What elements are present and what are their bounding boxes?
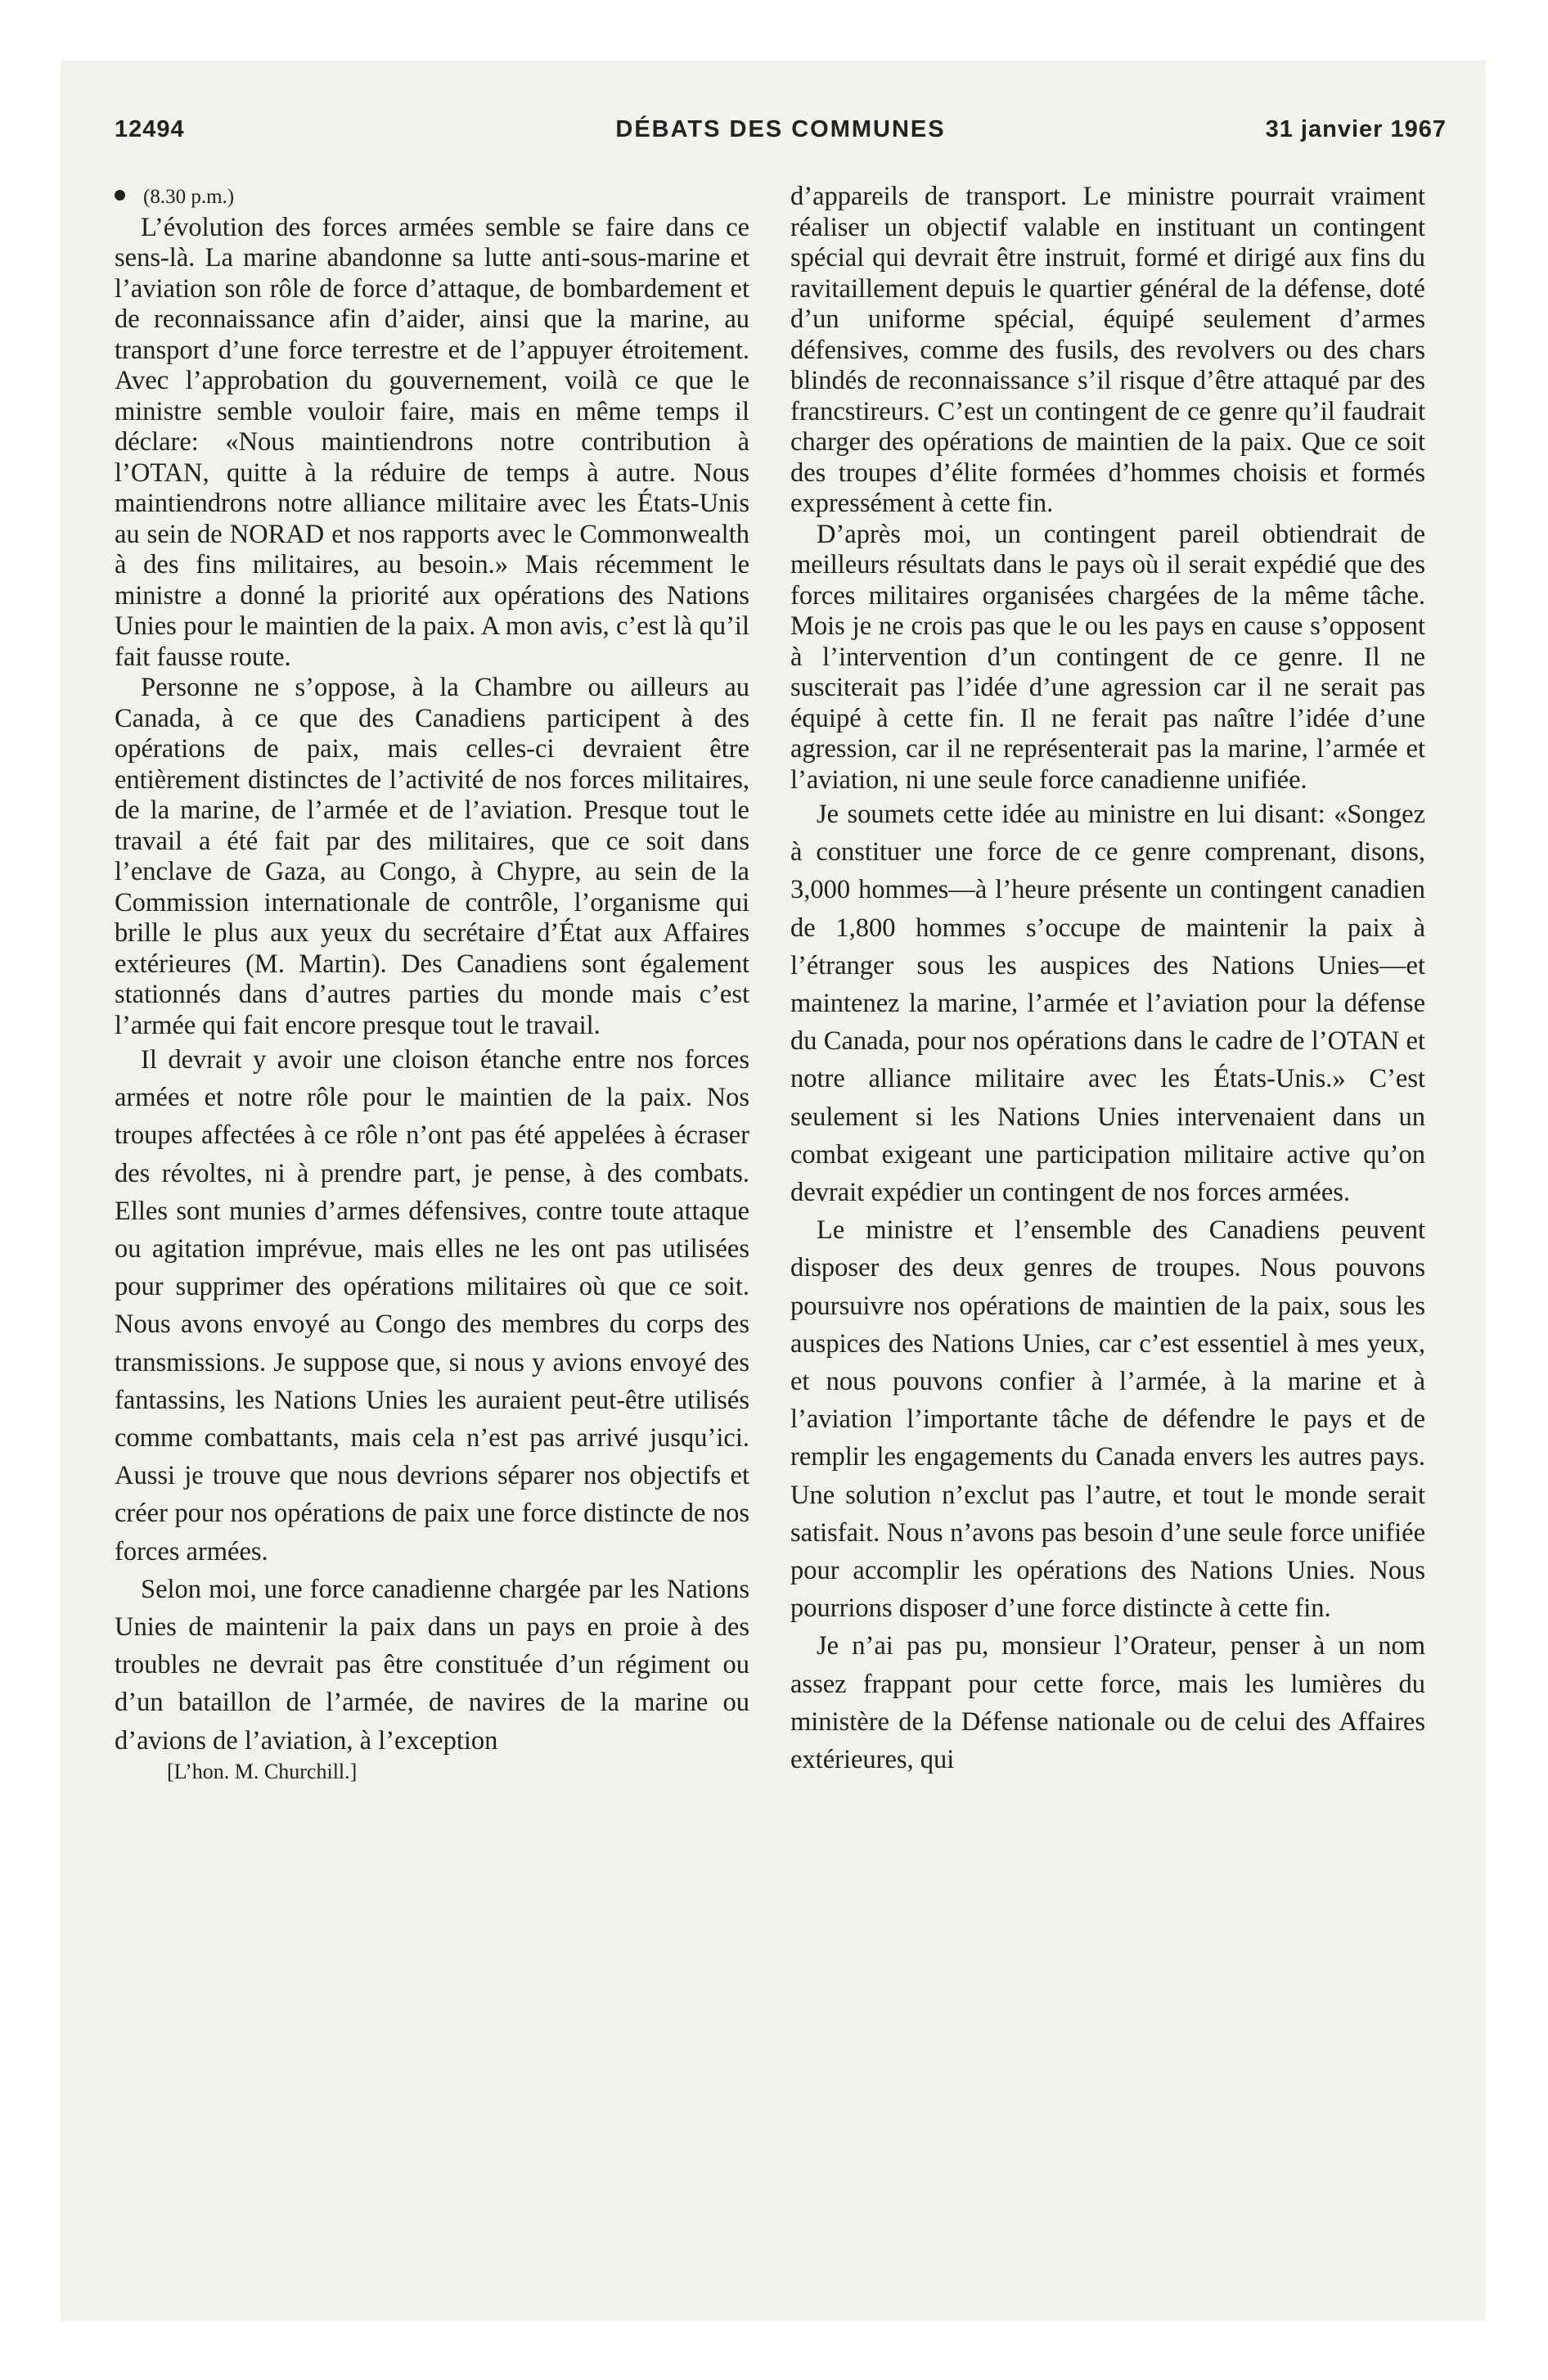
timestamp-line (115, 182, 749, 213)
paragraph: d’appareils de transport. Le ministre pourrait vraiment réaliser un objectif valable en instituant un contingent spécial qui devrait être instruit, formé et dirigé aux fins du ravitaillement depuis le quartier général de la défense, doté d’un uniforme spécial, équipé seulement d’armes défensives, comme des fusils, des revolvers ou des chars blindés de reconnaissance s’il risque d’être attaqué par des francstireurs. C’est un contingent de ce genre qu’il faudrait charger des opérations de maintien de la paix. Que ce soit des troupes d’élite formées d’hommes choisis et formés expressément à cette fin. (790, 182, 1425, 518)
page-number: 12494 (115, 116, 185, 142)
paragraph: Le ministre et l’ensemble des Canadiens peuvent disposer des deux genres de troupes. Nous pouvons poursuivre nos opérations de maintien de la paix, sous les auspices des Nations Unies, car c’est essentiel à mes yeux, et nous pouvons confier à l’armée, à la marine et à l’aviation l’importante tâche de défendre le pays et de remplir les engagements du Canada envers les autres pays. Une solution n’exclut pas l’autre, et tout le monde serait satisfait. Nous n’avons pas besoin d’une seule force unifiée pour accomplir les opérations des Nations Unies. Nous pourrions disposer d’une force distincte à cette fin. (790, 1215, 1425, 1624)
paragraph: Il devrait y avoir une cloison étanche entre nos forces armées et notre rôle pour le maintien de la paix. Nos troupes affectées à ce rôle n’ont pas été appelées à écraser des révoltes, ni à prendre part, je pense, à des combats. Elles sont munies d’armes défensives, contre toute attaque ou agitation imprévue, mais elles ne les ont pas utilisées pour supprimer des opérations militaires où que ce soit. Nous avons envoyé au Congo des membres du corps des transmissions. Je suppose que, si nous y avions envoyé des fantassins, les Nations Unies les auraient peut-être utilisés comme combattants, mais cela n’est pas arrivé jusqu’ici. Aussi je trouve que nous devrions séparer nos objectifs et créer pour nos opérations de paix une force distincte de nos forces armées. (115, 1045, 749, 1566)
paragraph: Personne ne s’oppose, à la Chambre ou ailleurs au Canada, à ce que des Canadiens participent à des opérations de paix, mais celles-ci devraient être entièrement distinctes de l’activité de nos forces militaires, de la marine, de l’armée et de l’aviation. Presque tout le travail a été fait par des militaires, que ce soit dans l’enclave de Gaza, au Congo, à Chypre, au sein de la Commission internationale de contrôle, l’organisme qui brille le plus aux yeux du secrétaire d’État aux Affaires extérieures (M. Martin). Des Canadiens sont également stationnés dans d’autres parties du monde mais c’est l’armée qui fait encore presque tout le travail. (115, 673, 749, 1040)
paragraph: Je n’ai pas pu, monsieur l’Orateur, penser à un nom assez frappant pour cette force, mais les lumières du ministère de la Défense nationale ou de celui des Affaires extérieures, qui (790, 1631, 1425, 1775)
paragraph: L’évolution des forces armées semble se faire dans ce sens-là. La marine abandonne sa lutte anti-sous-marine et l’aviation son rôle de force d’attaque, de bombardement et de reconnaissance afin d’aider, ainsi que la marine, au transport d’une force terrestre et de l’appuyer étroitement. Avec l’approbation du gouvernement, voilà ce que le ministre semble vouloir faire, mais en même temps il déclare: «Nous maintiendrons notre contribution à l’OTAN, quitte à la réduire de temps à autre. Nous maintiendrons notre alliance militaire avec les États-Unis au sein de NORAD et nos rapports avec le Commonwealth à des fins militaires, au besoin.» Mais récemment le ministre a donné la priorité aux opérations des Nations Unies pour le maintien de la paix. A mon avis, c’est là qu’il fait fausse route. (115, 212, 749, 672)
speaker-signature: [L’hon. M. Churchill.] (167, 1759, 358, 1783)
right-column (790, 182, 1425, 1778)
paragraph: Selon moi, une force canadienne chargée par les Nations Unies de maintenir la paix dans un pays en proie à des troubles ne devrait pas être constituée d’un régiment ou d’un bataillon de l’armée, de navires de la marine ou d’avions de l’aviation, à l’exception (115, 1574, 749, 1756)
page-date: 31 janvier 1967 (1265, 116, 1447, 142)
page-title: DÉBATS DES COMMUNES (615, 116, 946, 142)
timestamp: (8.30 p.m.) (143, 186, 235, 208)
paragraph: D’après moi, un contingent pareil obtiendrait de meilleurs résultats dans le pays où il serait expédié que des forces militaires organisées chargées de la même tâche. Mois je ne crois pas que le ou les pays en cause s’opposent à l’intervention d’un contingent de ce genre. Il ne susciterait pas l’idée d’une agression car il ne serait pas équipé à cette fin. Il ne ferait pas naître l’idée d’une agression, car il ne représenterait pas la marine, l’armée et l’aviation, ni une seule force canadienne unifiée. (790, 519, 1425, 795)
left-column (115, 182, 749, 1784)
bullet-icon (115, 190, 125, 201)
page-header (115, 116, 1447, 157)
paragraph: Je soumets cette idée au ministre en lui disant: «Songez à constituer une force de ce genre comprenant, disons, 3,000 hommes—à l’heure présente un contingent canadien de 1,800 hommes s’occupe de maintenir la paix à l’étranger sous les auspices des Nations Unies—et maintenez la marine, l’armée et l’aviation pour la défense du Canada, pour nos opérations dans le cadre de l’OTAN et notre alliance militaire avec les États-Unis.» C’est seulement si les Nations Unies intervenaient dans un combat exigeant une participation militaire active qu’on devrait expédier un contingent de nos forces armées. (790, 800, 1425, 1208)
